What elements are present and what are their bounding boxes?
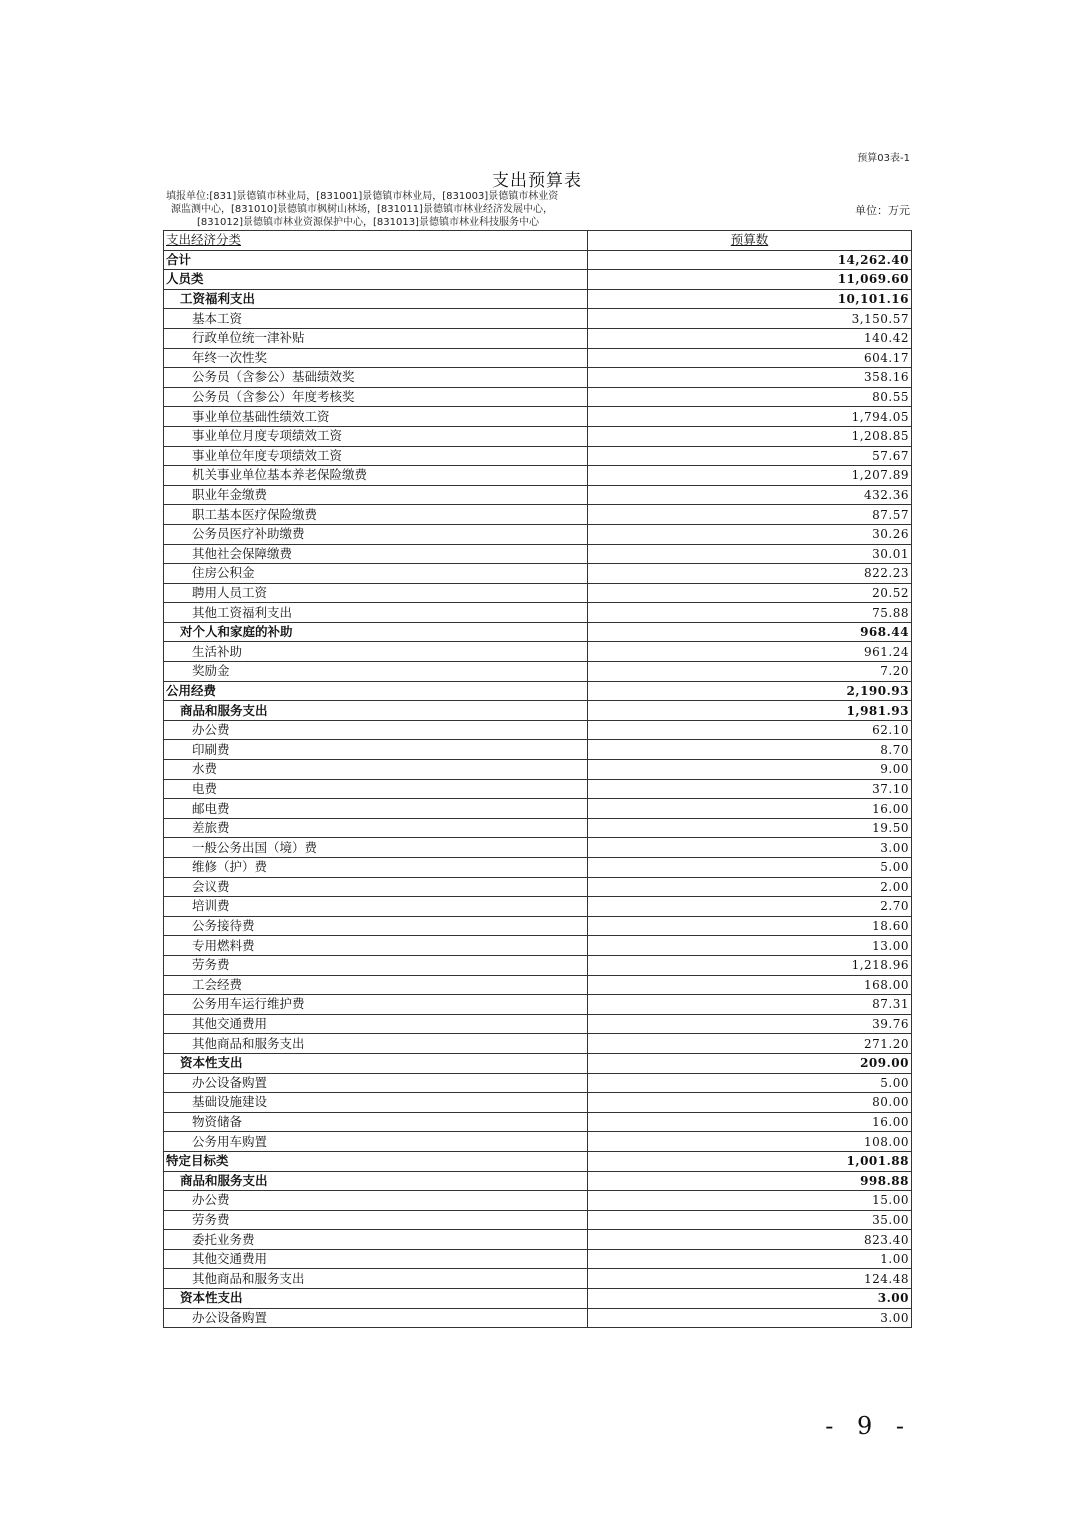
row-amount: 15.00 [588,1191,912,1211]
table-row [164,1210,912,1230]
row-amount: 961.24 [588,642,912,662]
row-category: 邮电费 [164,799,588,819]
table-row [164,505,912,525]
table-row [164,544,912,564]
row-amount: 1,981.93 [588,701,912,721]
row-amount: 1.00 [588,1249,912,1269]
table-row [164,348,912,368]
row-category: 其他交通费用 [164,1014,588,1034]
row-amount: 124.48 [588,1269,912,1289]
row-amount: 1,207.89 [588,466,912,486]
row-amount: 39.76 [588,1014,912,1034]
table-row [164,1151,912,1171]
row-amount: 35.00 [588,1210,912,1230]
row-category: 差旅费 [164,818,588,838]
row-category: 工会经费 [164,975,588,995]
row-category: 物资储备 [164,1112,588,1132]
row-amount: 9.00 [588,760,912,780]
row-category: 基础设施建设 [164,1093,588,1113]
row-category: 办公设备购置 [164,1073,588,1093]
table-row [164,1132,912,1152]
row-amount: 823.40 [588,1230,912,1250]
row-amount: 19.50 [588,818,912,838]
row-category: 商品和服务支出 [164,1171,588,1191]
table-row [164,603,912,623]
row-amount: 80.00 [588,1093,912,1113]
row-category: 事业单位基础性绩效工资 [164,407,588,427]
filing-unit [166,190,586,229]
table-row [164,368,912,388]
table-row [164,1249,912,1269]
filing-unit-line-3: [831012]景德镇市林业资源保护中心，[831013]景德镇市林业科技服务中心 [197,217,539,228]
table-row [164,916,912,936]
table-row [164,858,912,878]
row-category: 公务员医疗补助缴费 [164,524,588,544]
row-category: 劳务费 [164,955,588,975]
row-category: 劳务费 [164,1210,588,1230]
table-row [164,466,912,486]
row-category: 其他商品和服务支出 [164,1034,588,1054]
row-category: 聘用人员工资 [164,583,588,603]
filing-unit-line-1: 填报单位:[831]景德镇市林业局，[831001]景德镇市林业局，[831003]景德镇市林业资 [166,191,559,202]
row-category: 水费 [164,760,588,780]
table-row [164,289,912,309]
row-category: 委托业务费 [164,1230,588,1250]
table-row [164,1308,912,1328]
row-amount: 968.44 [588,622,912,642]
row-amount: 87.57 [588,505,912,525]
row-category: 合计 [164,250,588,270]
row-category: 奖励金 [164,662,588,682]
filing-unit-line-2: 源监测中心，[831010]景德镇市枫树山林场，[831011]景德镇市林业经济发展中心， [171,204,553,215]
table-row [164,1269,912,1289]
table-header-row [164,231,912,251]
table-row [164,1112,912,1132]
table-row [164,955,912,975]
row-amount: 11,069.60 [588,270,912,290]
row-amount: 2.00 [588,877,912,897]
row-category: 行政单位统一津补贴 [164,328,588,348]
row-amount: 271.20 [588,1034,912,1054]
row-amount: 168.00 [588,975,912,995]
row-category: 会议费 [164,877,588,897]
row-amount: 75.88 [588,603,912,623]
table-row [164,818,912,838]
row-category: 公务员（含参公）年度考核奖 [164,387,588,407]
table-row [164,270,912,290]
row-amount: 1,218.96 [588,955,912,975]
row-amount: 80.55 [588,387,912,407]
table-row [164,995,912,1015]
row-category: 办公费 [164,1191,588,1211]
row-category: 公务用车购置 [164,1132,588,1152]
table-row [164,1171,912,1191]
table-row [164,877,912,897]
row-amount: 30.26 [588,524,912,544]
table-row [164,838,912,858]
row-category: 公务用车运行维护费 [164,995,588,1015]
row-category: 基本工资 [164,309,588,329]
table-row [164,309,912,329]
row-amount: 16.00 [588,1112,912,1132]
row-amount: 3.00 [588,838,912,858]
row-amount: 5.00 [588,858,912,878]
table-row [164,760,912,780]
table-row [164,446,912,466]
row-category: 办公设备购置 [164,1308,588,1328]
row-amount: 87.31 [588,995,912,1015]
table-row [164,936,912,956]
row-category: 印刷费 [164,740,588,760]
row-category: 电费 [164,779,588,799]
row-amount: 3,150.57 [588,309,912,329]
table-row [164,328,912,348]
row-amount: 2.70 [588,897,912,917]
row-amount: 20.52 [588,583,912,603]
table-row [164,564,912,584]
row-amount: 2,190.93 [588,681,912,701]
row-amount: 16.00 [588,799,912,819]
row-amount: 1,208.85 [588,426,912,446]
row-amount: 3.00 [588,1308,912,1328]
table-row [164,1230,912,1250]
row-category: 一般公务出国（境）费 [164,838,588,858]
table-row [164,897,912,917]
row-category: 培训费 [164,897,588,917]
table-row [164,622,912,642]
row-amount: 13.00 [588,936,912,956]
table-row [164,975,912,995]
row-amount: 604.17 [588,348,912,368]
row-amount: 358.16 [588,368,912,388]
table-row [164,407,912,427]
row-category: 专用燃料费 [164,936,588,956]
table-row [164,1034,912,1054]
table-row [164,740,912,760]
row-amount: 1,794.05 [588,407,912,427]
row-category: 办公费 [164,720,588,740]
table-row [164,387,912,407]
table-row [164,681,912,701]
row-amount: 8.70 [588,740,912,760]
row-category: 资本性支出 [164,1053,588,1073]
table-row [164,1289,912,1309]
row-category: 公务接待费 [164,916,588,936]
row-category: 商品和服务支出 [164,701,588,721]
row-category: 其他工资福利支出 [164,603,588,623]
row-category: 公用经费 [164,681,588,701]
table-row [164,799,912,819]
table-row [164,662,912,682]
table-code: 预算03表-1 [857,153,910,164]
page-number: - 9 - [825,1412,912,1440]
table-row [164,524,912,544]
row-category: 住房公积金 [164,564,588,584]
table-row [164,485,912,505]
row-category: 公务员（含参公）基础绩效奖 [164,368,588,388]
row-amount: 1,001.88 [588,1151,912,1171]
row-amount: 822.23 [588,564,912,584]
money-unit: 单位：万元 [855,204,910,217]
row-category: 资本性支出 [164,1289,588,1309]
table-row [164,1073,912,1093]
row-category: 对个人和家庭的补助 [164,622,588,642]
row-amount: 37.10 [588,779,912,799]
row-amount: 10,101.16 [588,289,912,309]
row-category: 机关事业单位基本养老保险缴费 [164,466,588,486]
table-row [164,720,912,740]
row-category: 年终一次性奖 [164,348,588,368]
row-category: 工资福利支出 [164,289,588,309]
row-category: 维修（护）费 [164,858,588,878]
row-amount: 108.00 [588,1132,912,1152]
row-category: 特定目标类 [164,1151,588,1171]
table-row [164,1191,912,1211]
table-row [164,1093,912,1113]
row-category: 生活补助 [164,642,588,662]
row-amount: 57.67 [588,446,912,466]
row-category: 事业单位月度专项绩效工资 [164,426,588,446]
table-row [164,1014,912,1034]
header-category: 支出经济分类 [164,231,588,251]
row-category: 人员类 [164,270,588,290]
row-category: 其他交通费用 [164,1249,588,1269]
table-row [164,779,912,799]
table-row [164,583,912,603]
row-amount: 62.10 [588,720,912,740]
header-amount: 预算数 [588,231,912,251]
table-row [164,250,912,270]
table-row [164,701,912,721]
row-category: 其他商品和服务支出 [164,1269,588,1289]
row-amount: 209.00 [588,1053,912,1073]
row-amount: 14,262.40 [588,250,912,270]
table-row [164,1053,912,1073]
row-category: 职工基本医疗保险缴费 [164,505,588,525]
row-amount: 998.88 [588,1171,912,1191]
row-amount: 18.60 [588,916,912,936]
row-amount: 140.42 [588,328,912,348]
row-category: 职业年金缴费 [164,485,588,505]
row-amount: 30.01 [588,544,912,564]
row-amount: 7.20 [588,662,912,682]
row-amount: 5.00 [588,1073,912,1093]
table-row [164,426,912,446]
budget-table [163,230,912,1328]
row-category: 其他社会保障缴费 [164,544,588,564]
row-category: 事业单位年度专项绩效工资 [164,446,588,466]
table-body [164,250,912,1328]
row-amount: 3.00 [588,1289,912,1309]
row-amount: 432.36 [588,485,912,505]
table-row [164,642,912,662]
page-title: 支出预算表 [492,171,582,191]
